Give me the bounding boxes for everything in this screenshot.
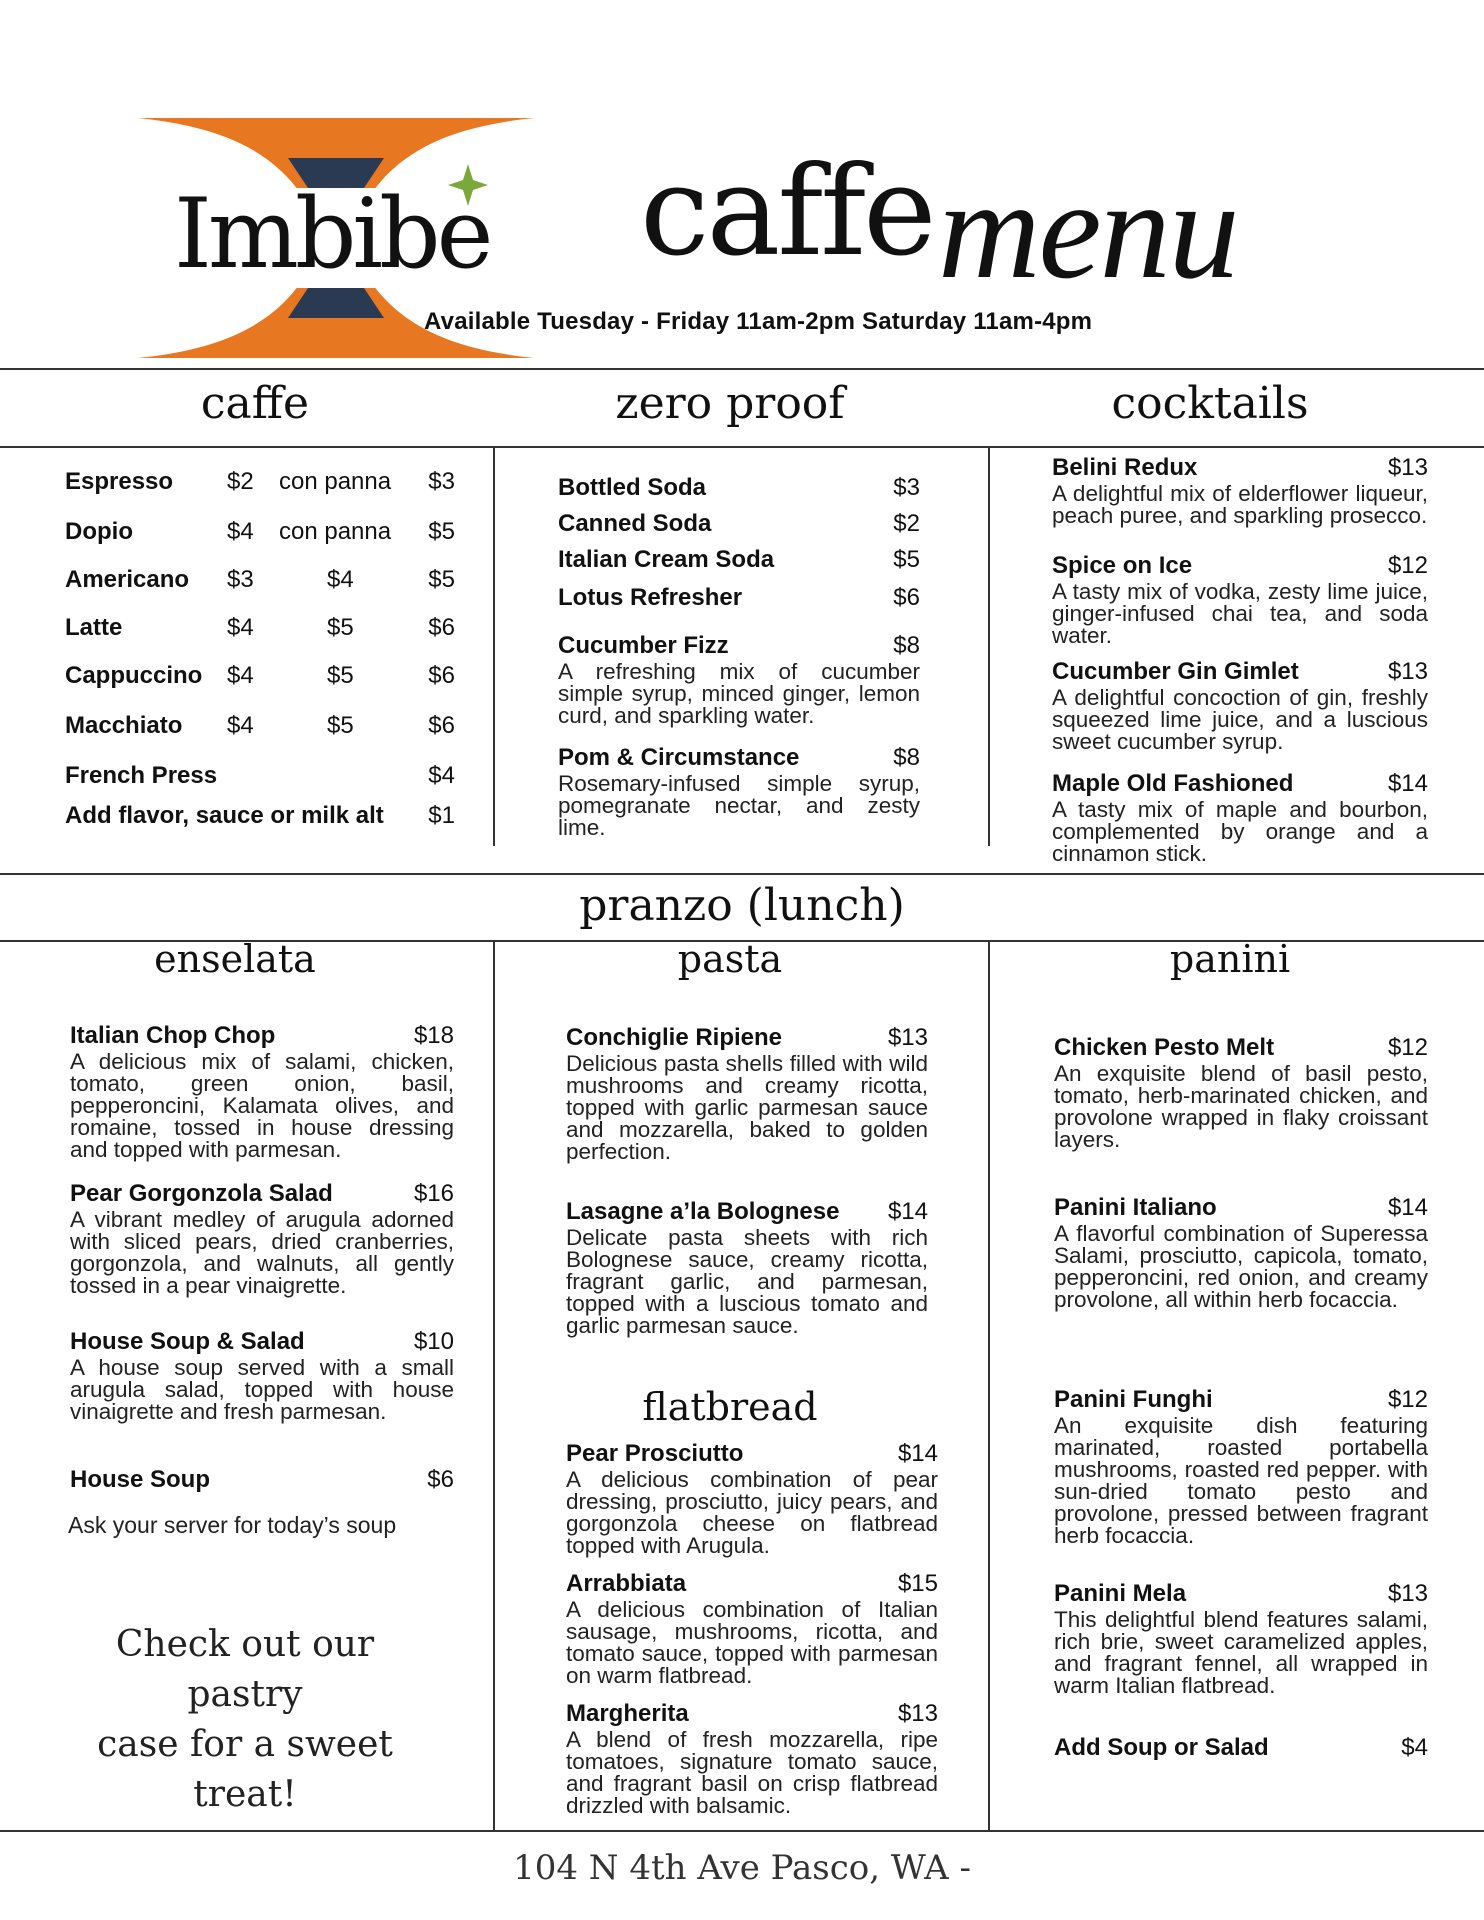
caffe-americano: Americano $3 $4 $5 <box>65 566 455 593</box>
cocktail-spice-on-ice: Spice on Ice $12 A tasty mix of vodka, zesty lime juice, ginger-infused chai tea, and soda water. <box>1052 552 1428 648</box>
pastry-line-2: case for a sweet treat! <box>97 1724 393 1815</box>
zp-canned-soda: Canned Soda $2 <box>558 510 920 537</box>
divider-drinks-header <box>0 446 1484 448</box>
heading-panini: panini <box>1169 937 1291 981</box>
pasta-conchiglie: Conchiglie Ripiene $13 Delicious pasta shells filled with wild mushrooms and creamy ricotta, topped with garlic parmesan sauce and mozzarella, baked to golden perfection. <box>566 1024 928 1164</box>
heading-zero-proof: zero proof <box>615 378 845 429</box>
panini-italiano: Panini Italiano $14 A flavorful combination of Superessa Salami, prosciutto, capicola, tomato, pepperoncini, red onion, and creamy provolone, all within herb focaccia. <box>1054 1194 1428 1312</box>
enselata-soup-salad: House Soup & Salad $10 A house soup served with a small arugula salad, topped with house vinaigrette and fresh parmesan. <box>70 1328 454 1424</box>
pasta-lasagne: Lasagne a’la Bolognese $14 Delicate pasta sheets with rich Bolognese sauce, creamy ricotta, fragrant garlic, and parmesan, topped with a luscious tomato and garlic parmesan sauce. <box>566 1198 928 1338</box>
divider-lunch-col2 <box>988 942 990 1830</box>
flatbread-pear-prosciutto: Pear Prosciutto $14 A delicious combination of pear dressing, prosciutto, juicy pears, and gorgonzola cheese on flatbread topped with Arugula. <box>566 1440 938 1558</box>
divider-lunch-col1 <box>493 942 495 1830</box>
heading-cocktails: cocktails <box>1111 378 1309 429</box>
panini-chicken-pesto: Chicken Pesto Melt $12 An exquisite blend of basil pesto, tomato, herb-marinated chicken, and provolone wrapped in flaky croissant layers. <box>1054 1034 1428 1152</box>
caffe-french-press: French Press $4 <box>65 762 455 789</box>
zp-cucumber-fizz: Cucumber Fizz $8 A refreshing mix of cucumber simple syrup, minced ginger, lemon curd, and sparkling water. <box>558 632 920 728</box>
heading-pasta: pasta <box>677 937 783 981</box>
divider-lunch-top <box>0 873 1484 875</box>
pastry-promo <box>60 1620 430 1820</box>
divider-col2 <box>988 448 990 846</box>
enselata-pear-gorgonzola: Pear Gorgonzola Salad $16 A vibrant medley of arugula adorned with sliced pears, dried cranberries, gorgonzola, and walnuts, all gently tossed in a pear vinaigrette. <box>70 1180 454 1298</box>
logo-text: Imbibe <box>174 178 490 290</box>
heading-enselata: enselata <box>154 937 316 981</box>
zp-italian-cream-soda: Italian Cream Soda $5 <box>558 546 920 573</box>
title-menu: menu <box>938 150 1238 308</box>
cocktail-maple-old-fashioned: Maple Old Fashioned $14 A tasty mix of maple and bourbon, complemented by orange and a cinnamon stick. <box>1052 770 1428 866</box>
flatbread-arrabbiata: Arrabbiata $15 A delicious combination of Italian sausage, mushrooms, ricotta, and tomato sauce, topped with parmesan on warm flatbread. <box>566 1570 938 1688</box>
divider-footer <box>0 1830 1484 1832</box>
caffe-add-flavor: Add flavor, sauce or milk alt $1 <box>65 802 455 829</box>
caffe-macchiato: Macchiato $4 $5 $6 <box>65 712 455 739</box>
panini-mela: Panini Mela $13 This delightful blend features salami, rich brie, sweet caramelized apples, and fragrant fennel, all wrapped in warm Italian flatbread. <box>1054 1580 1428 1698</box>
cocktail-belini-redux: Belini Redux $13 A delightful mix of elderflower liqueur, peach puree, and sparkling prosecco. <box>1052 454 1428 528</box>
enselata-house-soup: House Soup $6 <box>70 1466 454 1493</box>
heading-caffe: caffe <box>200 378 310 429</box>
pastry-line-1: Check out our pastry <box>115 1624 375 1715</box>
zp-bottled-soda: Bottled Soda $3 <box>558 474 920 501</box>
heading-lunch: pranzo (lunch) <box>579 880 905 931</box>
availability-hours: Available Tuesday - Friday 11am-2pm Saturday 11am-4pm <box>424 308 1093 335</box>
flatbread-margherita: Margherita $13 A blend of fresh mozzarella, ripe tomatoes, signature tomato sauce, and fragrant basil on crisp flatbread drizzled with balsamic. <box>566 1700 938 1818</box>
zp-lotus-refresher: Lotus Refresher $6 <box>558 584 920 611</box>
panini-funghi: Panini Funghi $12 An exquisite dish featuring marinated, roasted portabella mushrooms, roasted red pepper. with sun-dried tomato pesto and provolone, pressed between fragrant herb focaccia. <box>1054 1386 1428 1548</box>
divider-top <box>0 368 1484 370</box>
enselata-italian-chop: Italian Chop Chop $18 A delicious mix of salami, chicken, tomato, green onion, basil, pepperoncini, Kalamata olives, and romaine, tossed in house dressing and topped with parmesan. <box>70 1022 454 1162</box>
cocktail-cucumber-gin-gimlet: Cucumber Gin Gimlet $13 A delightful concoction of gin, freshly squeezed lime juice, and a luscious sweet cucumber syrup. <box>1052 658 1428 754</box>
caffe-dopio: Dopio $4 con panna $5 <box>65 518 455 545</box>
heading-flatbread: flatbread <box>642 1385 818 1429</box>
soup-note: Ask your server for today’s soup <box>68 1512 397 1538</box>
divider-col1 <box>493 448 495 846</box>
zp-pom-circumstance: Pom & Circumstance $8 Rosemary-infused simple syrup, pomegranate nectar, and zesty lime. <box>558 744 920 840</box>
caffe-espresso: Espresso $2 con panna $3 <box>65 468 455 495</box>
panini-add-soup-salad: Add Soup or Salad $4 <box>1054 1734 1428 1761</box>
address: 104 N 4th Ave Pasco, WA - <box>513 1848 971 1888</box>
caffe-cappuccino: Cappuccino $4 $5 $6 <box>65 662 455 689</box>
caffe-latte: Latte $4 $5 $6 <box>65 614 455 641</box>
title-caffe: caffe <box>640 140 934 284</box>
